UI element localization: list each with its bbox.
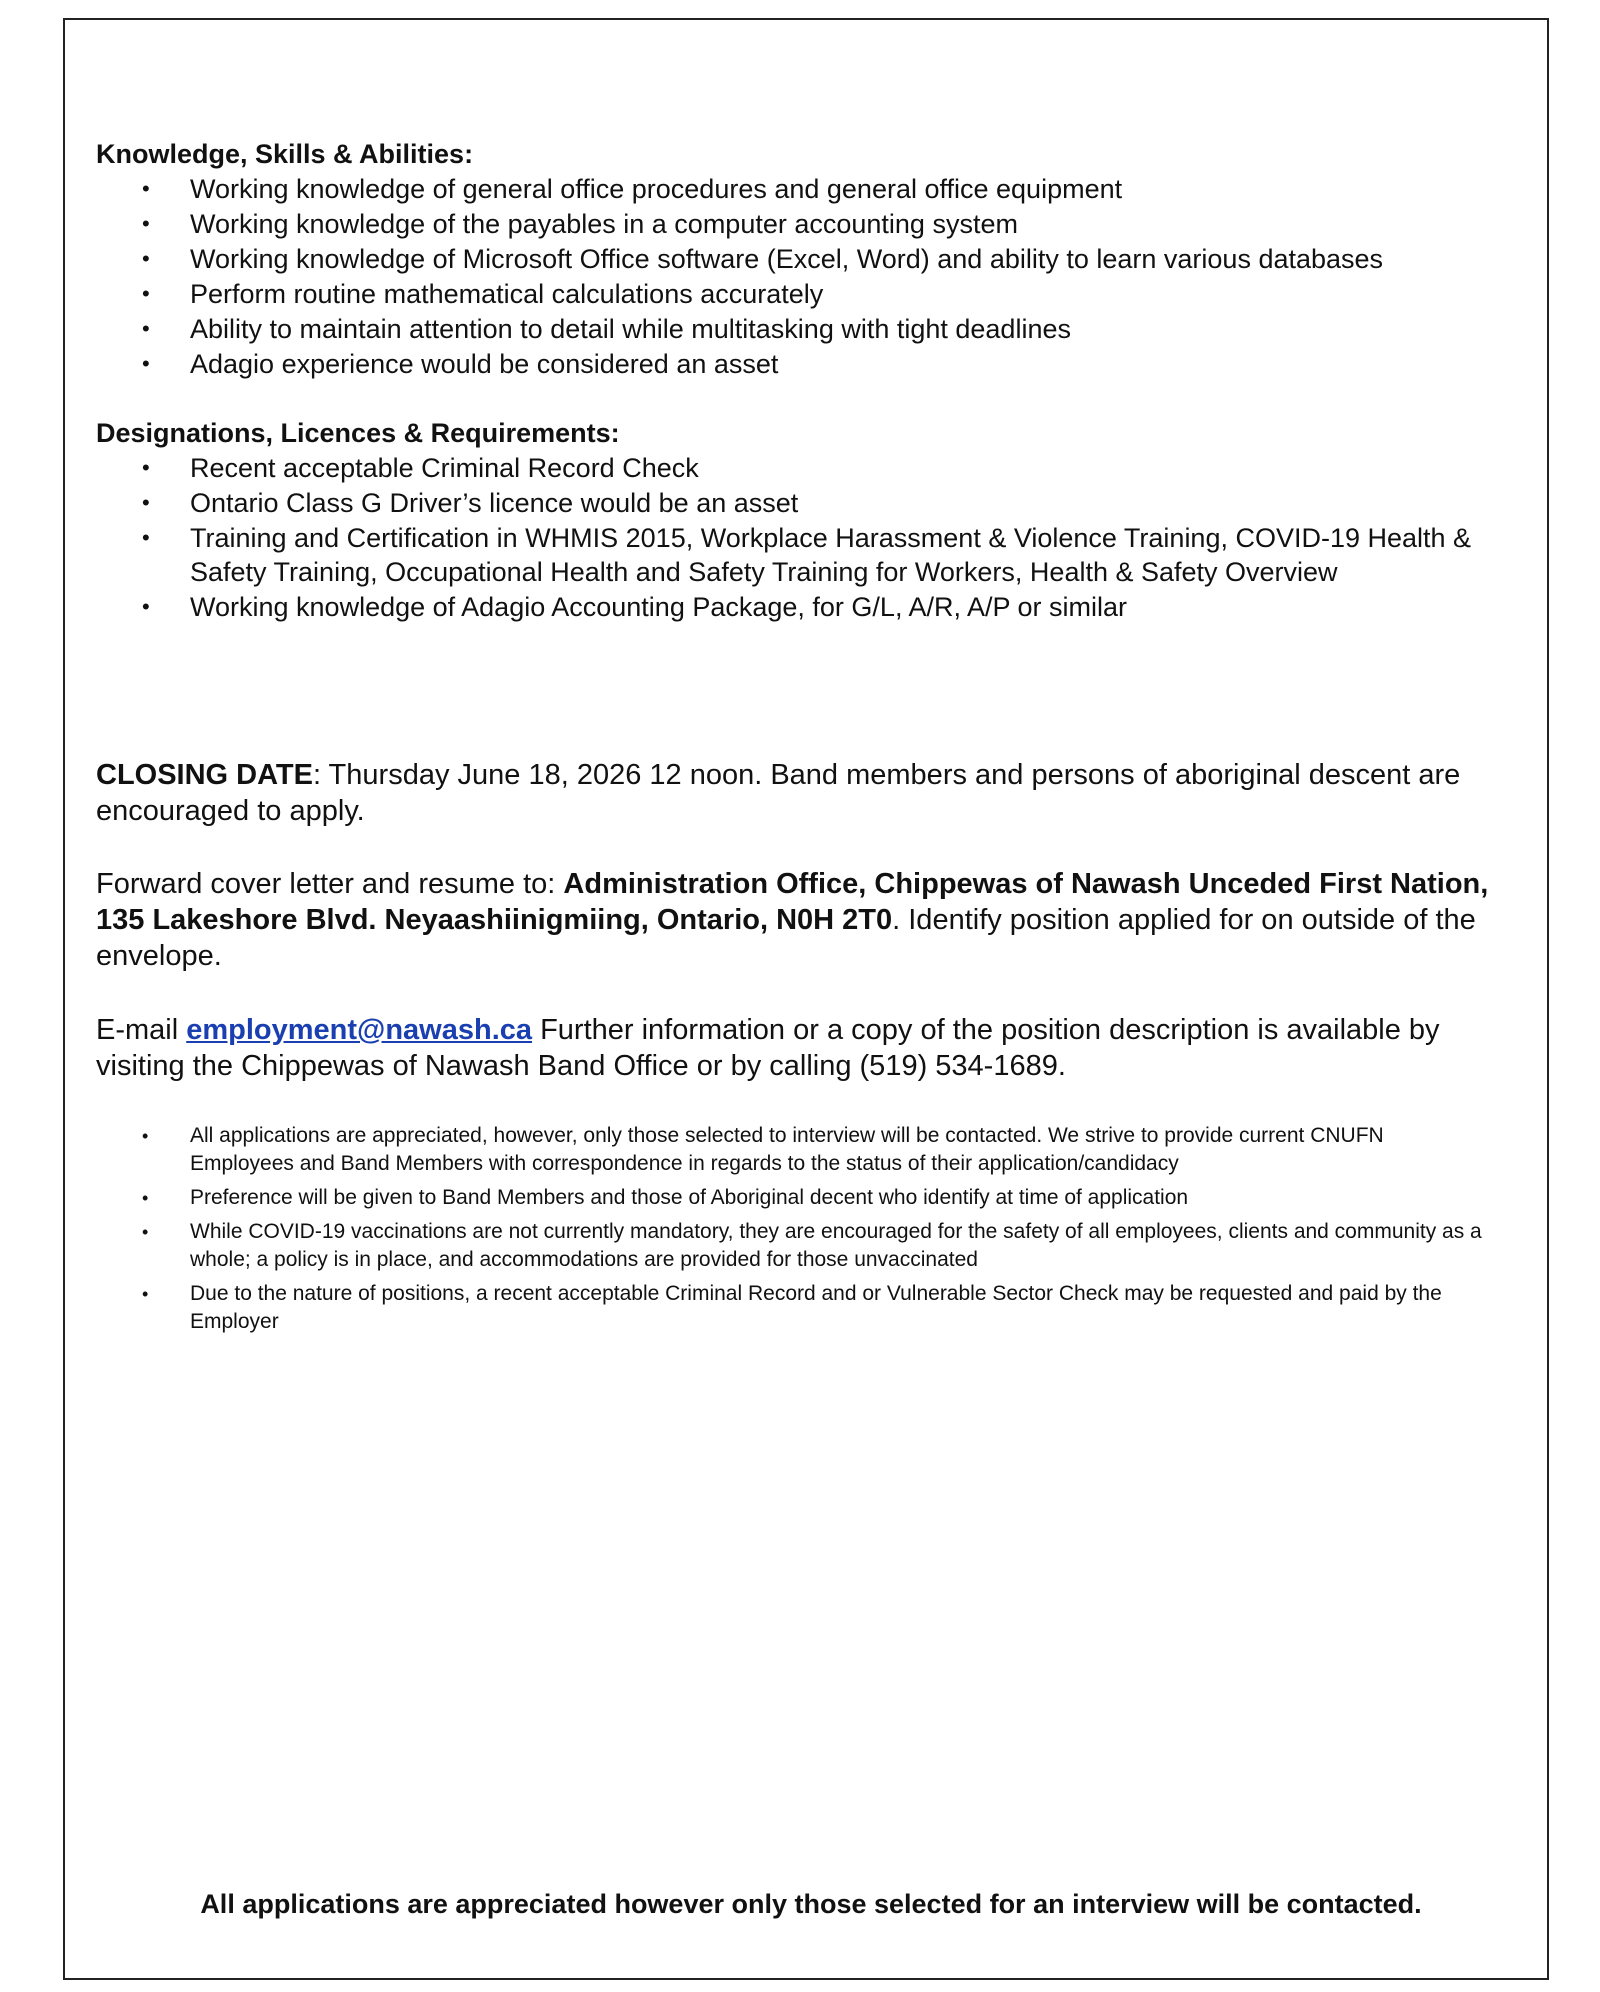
bullet-icon: • bbox=[142, 1222, 149, 1242]
bullet-icon: • bbox=[142, 490, 150, 515]
bullet-icon: • bbox=[142, 176, 150, 201]
designations-heading: Designations, Licences & Requirements: bbox=[96, 418, 620, 448]
ksa-heading: Knowledge, Skills & Abilities: bbox=[96, 139, 474, 169]
bullet-icon: • bbox=[142, 1284, 149, 1304]
bullet-icon: • bbox=[142, 525, 150, 550]
list-item: • Working knowledge of general office procedures and general office equipment bbox=[142, 174, 1123, 204]
bullet-icon: • bbox=[142, 281, 150, 306]
list-item: • Recent acceptable Criminal Record Check bbox=[142, 453, 699, 483]
list-item: • Ability to maintain attention to detail while multitasking with tight deadlines bbox=[142, 314, 1071, 344]
forward-intro: Forward cover letter and resume to: bbox=[96, 868, 564, 900]
bullet-icon: • bbox=[142, 1126, 149, 1146]
bullet-icon: • bbox=[142, 246, 150, 271]
notes-list bbox=[96, 1122, 1526, 1342]
bullet-icon: • bbox=[142, 1188, 149, 1208]
list-item: • Ontario Class G Driver’s licence would be an asset bbox=[142, 488, 799, 518]
email-paragraph bbox=[96, 1012, 1526, 1084]
bullet-icon: • bbox=[142, 316, 150, 341]
bullet-icon: • bbox=[142, 211, 150, 236]
list-item: • While COVID-19 vaccinations are not currently mandatory, they are encouraged for the safety of all employees, clients and community as a whole; a policy is in place, and accommodations are provided for those unvaccinated bbox=[142, 1220, 1482, 1271]
email-text: Further information or a copy of the position description is available by visiting the Chippewas of Nawash Band Office or by calling (519) 534-1689. bbox=[96, 1014, 1440, 1082]
bullet-icon: • bbox=[142, 455, 150, 480]
list-item: • Adagio experience would be considered an asset bbox=[142, 349, 779, 379]
list-item: • Training and Certification in WHMIS 2015, Workplace Harassment & Violence Training, COVID-19 Health & Safety Training, Occupational Health and Safety Training for Workers, Health & Safety Overview bbox=[142, 523, 1472, 587]
forward-paragraph bbox=[96, 866, 1526, 974]
mailing-address: Administration Office, Chippewas of Nawash Unceded First Nation, 135 Lakeshore Blvd. Neyaashiinigmiing, Ontario, N0H 2T0 bbox=[96, 868, 1489, 936]
closing-date-label: CLOSING DATE bbox=[96, 759, 313, 791]
list-item: • Working knowledge of Adagio Accounting Package, for G/L, A/R, A/P or similar bbox=[142, 592, 1128, 622]
closing-date-text: : Thursday June 18, 2026 12 noon. Band members and persons of aboriginal descent are encouraged to apply. bbox=[96, 759, 1461, 827]
forward-outro: . Identify position applied for on outside of the envelope. bbox=[96, 904, 1476, 972]
list-item: • All applications are appreciated, however, only those selected to interview will be contacted. We strive to provide current CNUFN Employees and Band Members with correspondence in regards to the status of their application/candidacy bbox=[142, 1124, 1384, 1175]
list-item: • Working knowledge of the payables in a computer accounting system bbox=[142, 209, 1018, 239]
designations-list bbox=[96, 451, 1526, 625]
email-label: E-mail bbox=[96, 1014, 187, 1046]
list-item: • Perform routine mathematical calculations accurately bbox=[142, 279, 824, 309]
list-item: • Due to the nature of positions, a recent acceptable Criminal Record and or Vulnerable Sector Check may be requested and paid by the Employer bbox=[142, 1282, 1442, 1333]
email-link[interactable]: employment@nawash.ca bbox=[186, 1014, 533, 1046]
list-item: • Preference will be given to Band Members and those of Aboriginal decent who identify at time of application bbox=[96, 1184, 1526, 1212]
ksa-list bbox=[96, 172, 1526, 382]
bullet-icon: • bbox=[142, 351, 150, 376]
closing-date-paragraph bbox=[96, 757, 1526, 829]
list-item: • Working knowledge of Microsoft Office software (Excel, Word) and ability to learn various databases bbox=[142, 244, 1384, 274]
bullet-icon: • bbox=[142, 594, 150, 619]
footer-note: All applications are appreciated however only those selected for an interview will be contacted. bbox=[200, 1889, 1422, 1919]
